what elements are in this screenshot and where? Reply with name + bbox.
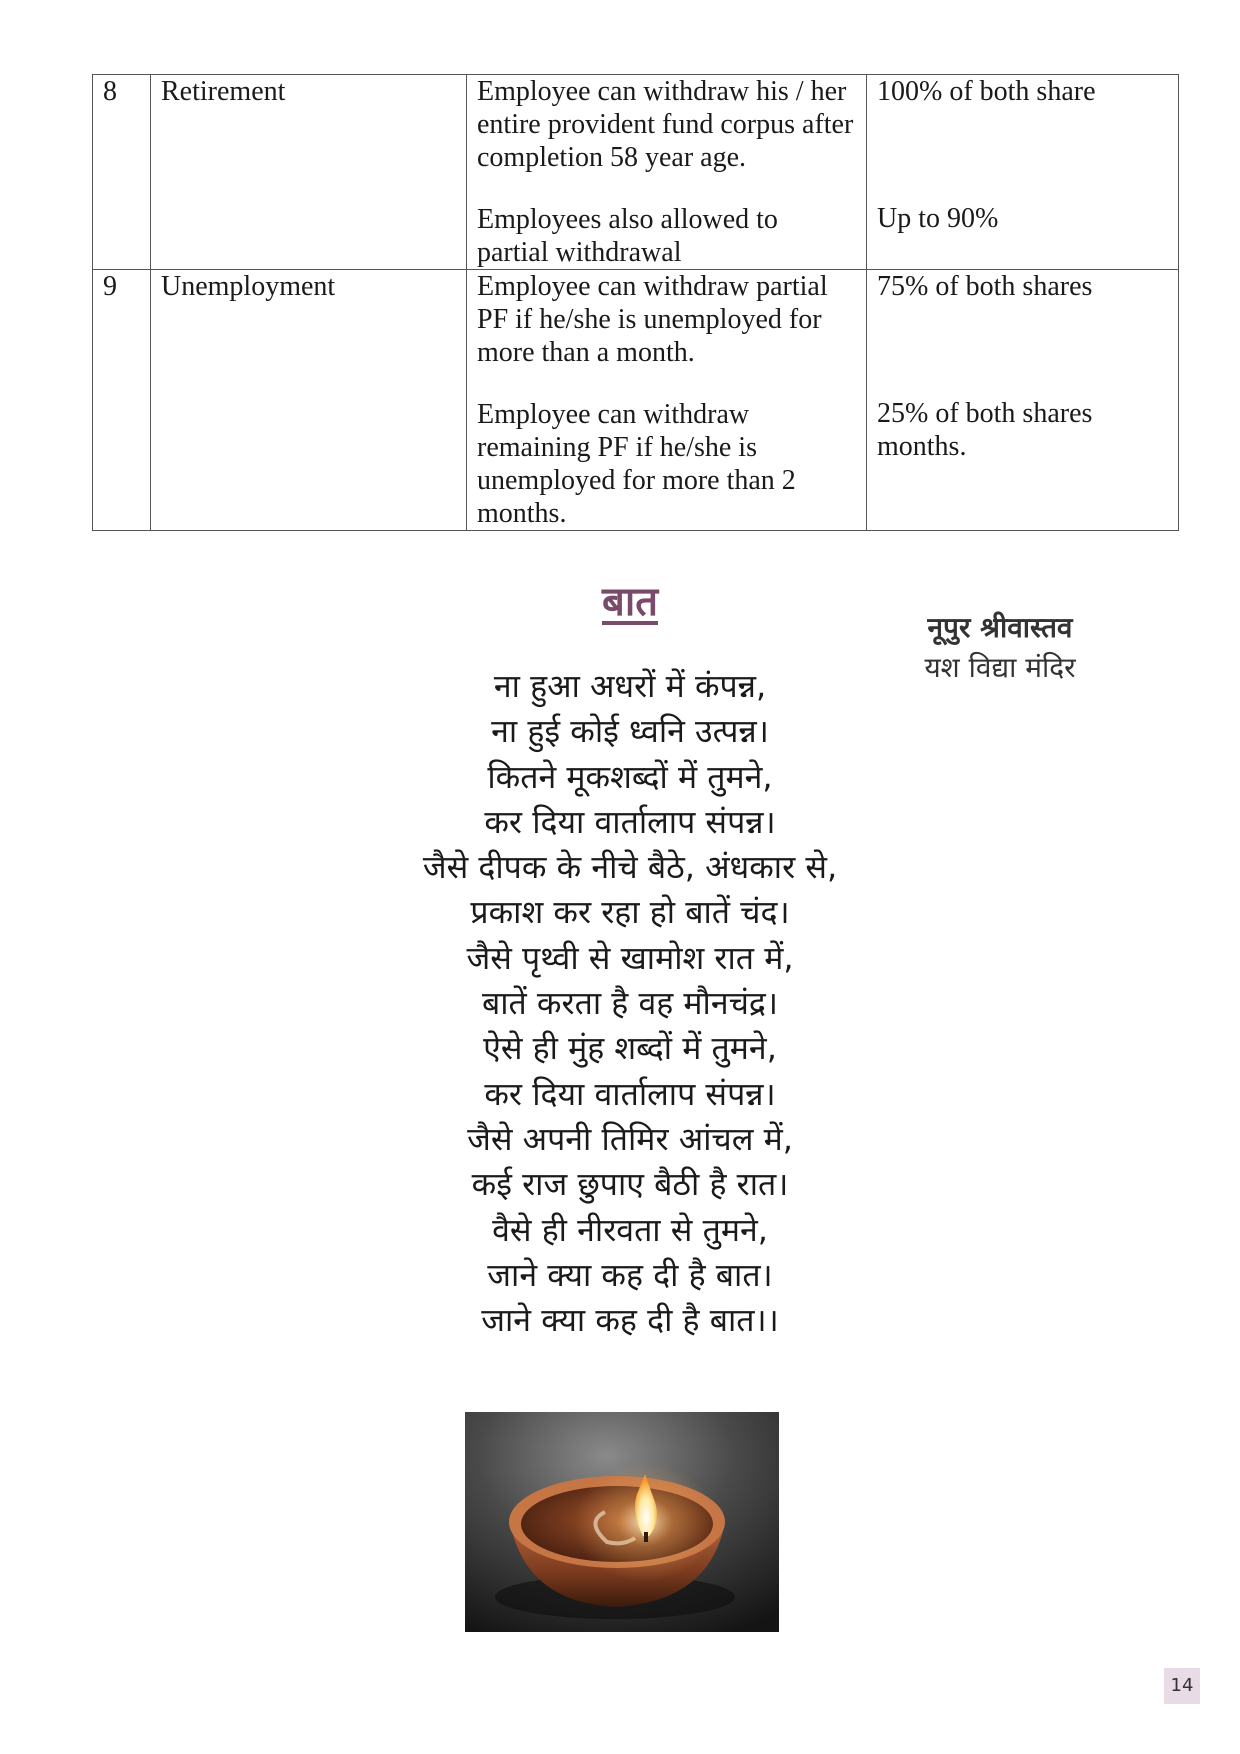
poem-line: ना हुआ अधरों में कंपन्न, [493, 667, 767, 705]
description-paragraph: Employees also allowed to partial withdrawal [477, 204, 778, 268]
poem-line: कई राज छुपाए बैठी है रात। [471, 1165, 789, 1204]
amount-text: 75% of both shares [877, 271, 1093, 302]
poem-title: बात [602, 579, 658, 625]
poem-line: जैसे दीपक के नीचे बैठे, अंधकार से, [422, 848, 838, 887]
row-amount [867, 75, 1179, 270]
amount-text: 25% of both shares [877, 398, 1093, 429]
row-number: 9 [93, 270, 151, 531]
amount-text: 100% of both share [877, 76, 1096, 107]
author-name: नूपुर श्रीवास्तव [927, 611, 1073, 644]
amount-text: months. [877, 431, 967, 462]
poem-line: जाने क्या कह दी है बात। [487, 1255, 773, 1294]
poem-line: कर दिया वार्तालाप संपन्न। [484, 802, 776, 841]
poem-line: जैसे अपनी तिमिर आंचल में, [467, 1119, 793, 1158]
table-row [93, 75, 1179, 270]
poem-line: बातें करता है वह मौनचंद्र। [481, 984, 779, 1023]
description-paragraph: Employee can withdraw partial PF if he/she is unemployed for more than a month. [477, 271, 828, 368]
page-number: 14 [1164, 1668, 1200, 1704]
poem-line: जैसे पृथ्वी से खामोश रात में, [466, 938, 794, 977]
description-paragraph: Employee can withdraw remaining PF if he/she is unemployed for more than 2 months. [477, 399, 796, 529]
provident-fund-table [92, 74, 1179, 531]
description-paragraph: Employee can withdraw his / her entire provident fund corpus after completion 58 year age. [477, 76, 854, 173]
poem-line: ऐसे ही मुंह शब्दों में तुमने, [483, 1029, 777, 1068]
row-category: Retirement [151, 75, 467, 270]
row-description [467, 270, 867, 531]
amount-text: Up to 90% [877, 203, 999, 234]
table-row [93, 270, 1179, 531]
diya-lamp-image [465, 1412, 779, 1632]
poem-line: जाने क्या कह दी है बात।। [481, 1301, 779, 1340]
row-amount [867, 270, 1179, 531]
poem-body [300, 664, 960, 1343]
row-description [467, 75, 867, 270]
poem-line: कितने मूकशब्दों में तुमने, [487, 757, 773, 796]
row-category: Unemployment [151, 270, 467, 531]
row-number: 8 [93, 75, 151, 270]
poem-line: वैसे ही नीरवता से तुमने, [492, 1210, 768, 1249]
poem-line: प्रकाश कर रहा हो बातें चंद। [470, 893, 790, 932]
poem-line: कर दिया वार्तालाप संपन्न। [484, 1074, 776, 1113]
poem-line: ना हुई कोई ध्वनि उत्पन्न। [491, 712, 769, 751]
author-school: यश विद्या मंदिर [924, 651, 1076, 684]
